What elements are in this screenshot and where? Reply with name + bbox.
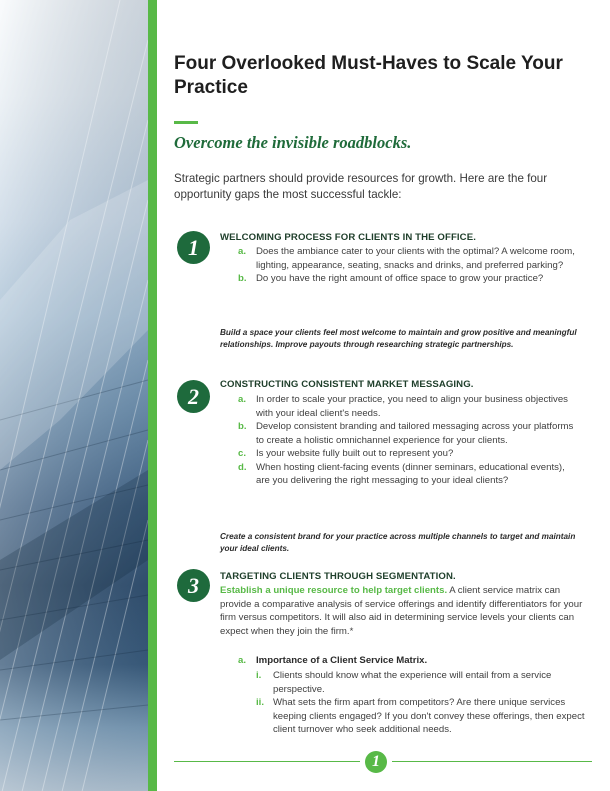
- section-item-list: [238, 393, 578, 488]
- list-item-text: Develop consistent branding and tailored messaging across your platforms to create a holistic omnichannel experience for your clients.: [256, 421, 574, 446]
- list-letter: a.: [238, 655, 247, 666]
- list-item-text: Does the ambiance cater to your clients with the optimal? A welcome room, lighting, appearance, seating, snacks and drinks, and preferred parking?: [256, 246, 575, 271]
- list-item: [238, 461, 578, 488]
- section-highlight: Establish a unique resource to help target clients.: [220, 585, 448, 596]
- list-numeral: i.: [256, 670, 262, 681]
- list-item: [238, 447, 578, 461]
- section-heading: WELCOMING PROCESS FOR CLIENTS IN THE OFFICE.: [220, 232, 476, 243]
- section-item-list: [238, 245, 578, 286]
- list-item-text: Is your website fully built out to represent you?: [256, 448, 454, 459]
- section-summary: Build a space your clients feel most welcome to maintain and grow positive and meaningful relationships. Improve payouts through researching strategic partnerships.: [220, 328, 577, 349]
- list-item-text: When hosting client-facing events (dinner seminars, educational events), are you delivering the right messaging to your ideal clients?: [256, 461, 565, 486]
- roman-item-list: [256, 669, 586, 737]
- list-letter: d.: [238, 461, 247, 473]
- building-illustration: [0, 0, 148, 791]
- tagline: Overcome the invisible roadblocks.: [174, 133, 412, 152]
- page-title: Four Overlooked Must-Haves to Scale Your Practice: [174, 53, 563, 98]
- list-item: [256, 696, 586, 737]
- title-divider: [174, 121, 198, 124]
- list-item-text: Do you have the right amount of office space to grow your practice?: [256, 273, 544, 284]
- list-letter: b.: [238, 273, 247, 284]
- intro-text: Strategic partners should provide resources for growth. Here are the four opportunity gaps the most successful tackle:: [174, 172, 548, 201]
- section-body: [220, 584, 585, 638]
- list-letter: b.: [238, 421, 247, 432]
- list-item: [238, 272, 578, 286]
- section-heading: CONSTRUCTING CONSISTENT MARKET MESSAGING.: [220, 379, 474, 390]
- section-summary: Create a consistent brand for your practice across multiple channels to target and maintain your ideal clients.: [220, 532, 576, 553]
- section-number-badge: 3: [177, 569, 210, 602]
- list-letter: a.: [238, 394, 247, 405]
- list-letter: a.: [238, 246, 247, 257]
- accent-stripe: [148, 0, 157, 791]
- list-numeral: ii.: [256, 697, 264, 708]
- list-item: [238, 393, 578, 420]
- list-item: [238, 245, 578, 272]
- section-heading: TARGETING CLIENTS THROUGH SEGMENTATION.: [220, 571, 456, 582]
- footer-rule-right: [392, 761, 592, 762]
- section-number-badge: 2: [177, 380, 210, 413]
- list-item-text: In order to scale your practice, you need to align your business objectives with your ideal client's needs.: [256, 394, 568, 419]
- subheading-text: Importance of a Client Service Matrix.: [256, 655, 428, 666]
- section-number-badge: 1: [177, 231, 210, 264]
- list-item: [256, 669, 586, 696]
- brand-logo-icon: 1: [365, 751, 387, 773]
- building-photo: [0, 0, 148, 791]
- footer-rule-left: [174, 761, 360, 762]
- subheading: [238, 655, 427, 666]
- list-item: [238, 420, 578, 447]
- list-item-text: What sets the firm apart from competitors? Are there unique services keeping clients engaged? If you don't convey these offerings, then expect client turnover who seek additional needs.: [273, 697, 585, 735]
- section-body-text: A client service matrix can provide a comparative analysis of service offerings and identify differentiators for your firm versus competitors. It will also aid in determining service levels your clients can expect when they join the firm.*: [220, 585, 583, 637]
- list-letter: c.: [238, 448, 247, 459]
- list-item-text: Clients should know what the experience will entail from a service perspective.: [273, 670, 552, 695]
